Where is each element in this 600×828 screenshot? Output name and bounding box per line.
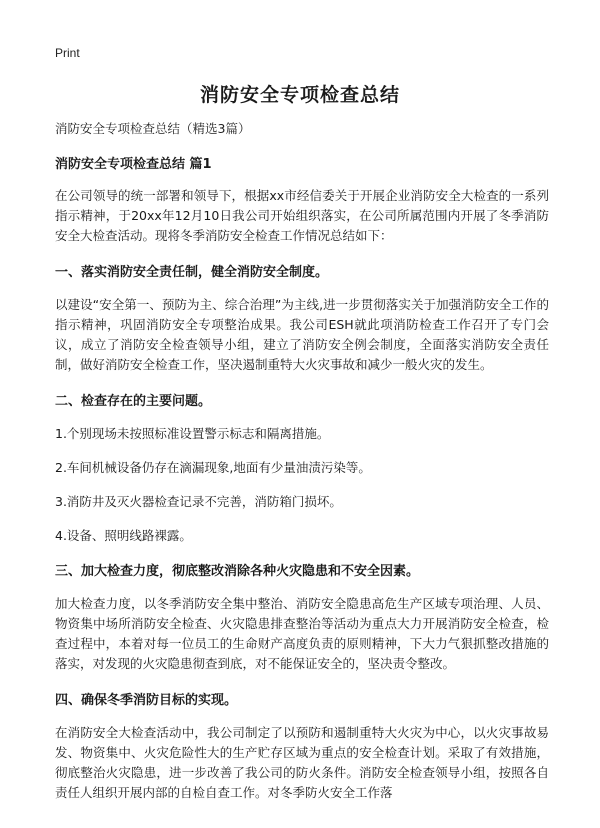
section-paragraph-1: 以建设“安全第一、预防为主、综合治理”为主线,进一步贯彻落实关于加强消防安全工作的指示精神，巩固消防安全专项整治成果。我公司ESH就此项消防检查工作召开了专门会议，成立了消防安全检查领导小组，建立了消防安全例会制度，全面落实消防安全责任制，做好消防安全检查工作，坚决遏制重特大火灾事故和减少一般火灾的发生。 [55,297,549,372]
issue-item-4: 4.设备、照明线路裸露。 [55,528,192,543]
section-paragraph-3: 加大检查力度，以冬季消防安全集中整治、消防安全隐患高危生产区域专项治理、人员、物资集中场所消防安全检查、火灾隐患排查整治等活动为重点大力开展消防安全检查，检查过程中，本着对每一位员工的生命财产高度负责的原则精神，下大力气狠抓整改措施的落实，对发现的火灾隐患彻查到底，对不能保证安全的，坚决责令整改。 [55,596,549,671]
print-link[interactable]: Print [55,46,80,60]
issue-item-3: 3.消防井及灭火器检查记录不完善，消防箱门损坏。 [55,494,342,509]
section-heading-3: 三、加大检查力度，彻底整改消除各种火灾隐患和不安全因素。 [55,564,420,579]
issue-item-1: 1.个别现场未按照标准设置警示标志和隔离措施。 [55,426,330,441]
page-title: 消防安全专项检查总结 [199,84,400,106]
section-heading-1: 一、落实消防安全责任制，健全消防安全制度。 [55,265,329,280]
document-subtitle: 消防安全专项检查总结（精选3篇） [55,121,251,136]
section-paragraph-4: 在消防安全大检查活动中，我公司制定了以预防和遏制重特大火灾为中心，以火灾事故易发、物资集中、火灾危险性大的生产贮存区域为重点的安全检查计划。采取了有效措施，彻底整治火灾隐患，进一步改善了我公司的防火条件。消防安全检查领导小组，按照各自责任人组织开展内部的自检自查工作。对冬季防火安全工作落 [55,725,549,800]
section-heading-2: 二、检查存在的主要问题。 [55,394,212,409]
intro-paragraph: 在公司领导的统一部署和领导下，根据xx市经信委关于开展企业消防安全大检查的一系列指示精神，于20xx年12月10日我公司开始组织落实，在公司所属范围内开展了冬季消防安全大检查活动。现将冬季消防安全检查工作情况总结如下： [55,188,549,243]
section-heading-4: 四、确保冬季消防目标的实现。 [55,693,238,708]
article-title: 消防安全专项检查总结 篇1 [55,157,212,172]
document-body [55,119,549,818]
issue-item-2: 2.车间机械设备仍存在滴漏现象,地面有少量油渍污染等。 [55,460,371,475]
